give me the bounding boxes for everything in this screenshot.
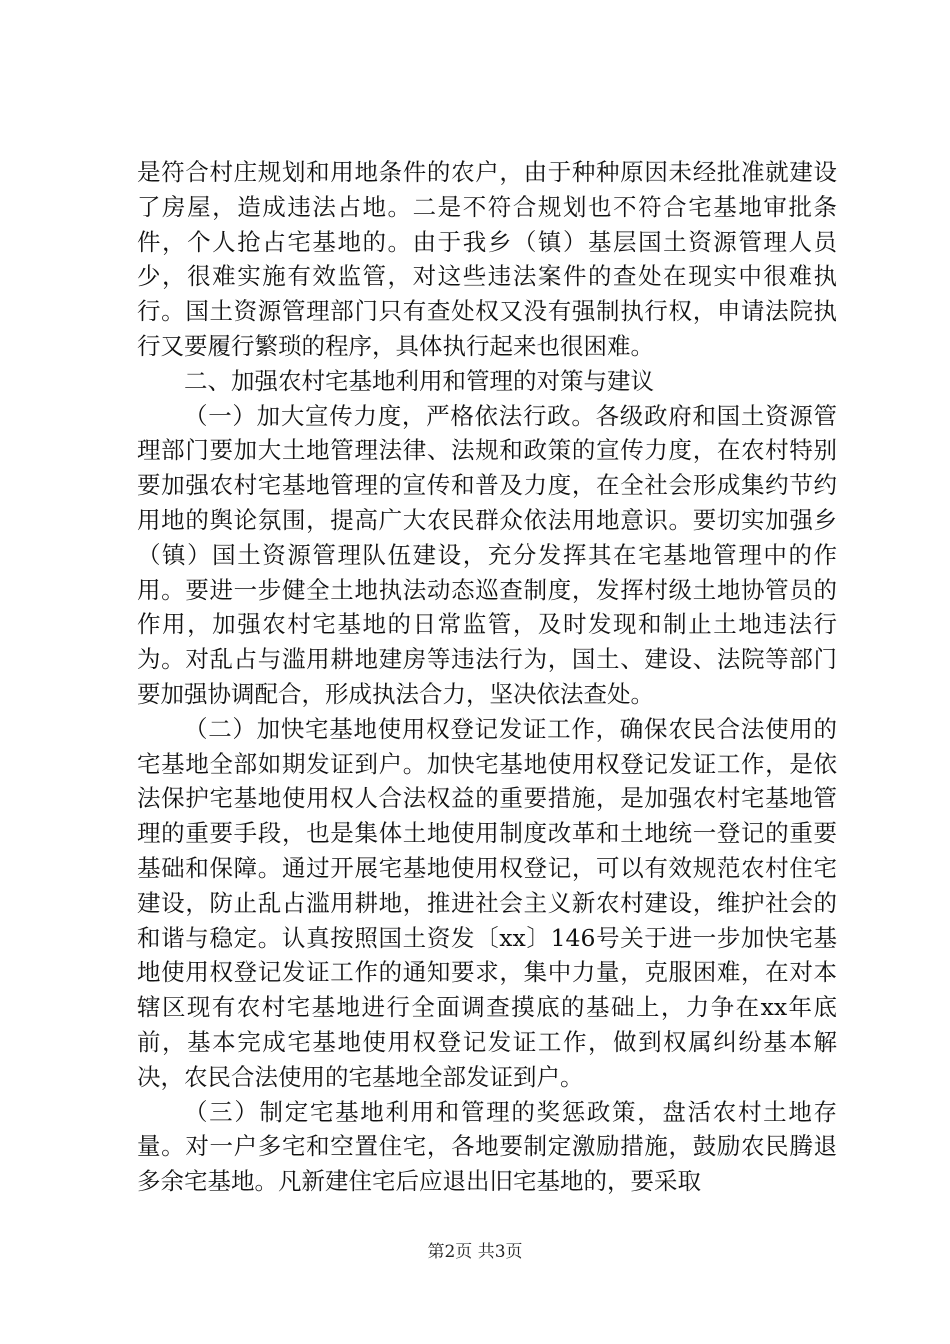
document-body bbox=[137, 155, 837, 1199]
paragraph-item-1: （一）加大宣传力度，严格依法行政。各级政府和国土资源管理部门要加大土地管理法律、法规和政策的宣传力度，在农村特别要加强农村宅基地管理的宣传和普及力度，在全社会形成集约节约用地的舆论氛围，提高广大农民群众依法用地意识。要切实加强乡（镇）国土资源管理队伍建设，充分发挥其在宅基地管理中的作用。要进一步健全土地执法动态巡查制度，发挥村级土地协管员的作用，加强农村宅基地的日常监管，及时发现和制止土地违法行为。对乱占与滥用耕地建房等违法行为，国土、建设、法院等部门要加强协调配合，形成执法合力，坚决依法查处。 bbox=[137, 401, 837, 708]
paragraph-item-2: （二）加快宅基地使用权登记发证工作，确保农民合法使用的宅基地全部如期发证到户。加快宅基地使用权登记发证工作，是依法保护宅基地使用权人合法权益的重要措施，是加强农村宅基地管理的重要手段，也是集体土地使用制度改革和土地统一登记的重要基础和保障。通过开展宅基地使用权登记，可以有效规范农村住宅建设，防止乱占滥用耕地，推进社会主义新农村建设，维护社会的和谐与稳定。认真按照国土资发〔xx〕146号关于进一步加快宅基地使用权登记发证工作的通知要求，集中力量，克服困难，在对本辖区现有农村宅基地进行全面调查摸底的基础上，力争在xx年底前，基本完成宅基地使用权登记发证工作，做到权属纠纷基本解决，农民合法使用的宅基地全部发证到户。 bbox=[137, 714, 837, 1091]
paragraph-item-3: （三）制定宅基地利用和管理的奖惩政策，盘活农村土地存量。对一户多宅和空置住宅，各地要制定激励措施，鼓励农民腾退多余宅基地。凡新建住宅后应退出旧宅基地的，要采取 bbox=[137, 1097, 837, 1196]
section-heading: 二、加强农村宅基地利用和管理的对策与建议 bbox=[184, 366, 654, 395]
paragraph-continued: 是符合村庄规划和用地条件的农户，由于种种原因未经批准就建设了房屋，造成违法占地。二是不符合规划也不符合宅基地审批条件，个人抢占宅基地的。由于我乡（镇）基层国土资源管理人员少，很难实施有效监管，对这些违法案件的查处在现实中很难执行。国土资源管理部门只有查处权又没有强制执行权，申请法院执行又要履行繁琐的程序，具体执行起来也很困难。 bbox=[137, 158, 837, 360]
page-number-footer: 第2页 共3页 bbox=[427, 1242, 523, 1262]
